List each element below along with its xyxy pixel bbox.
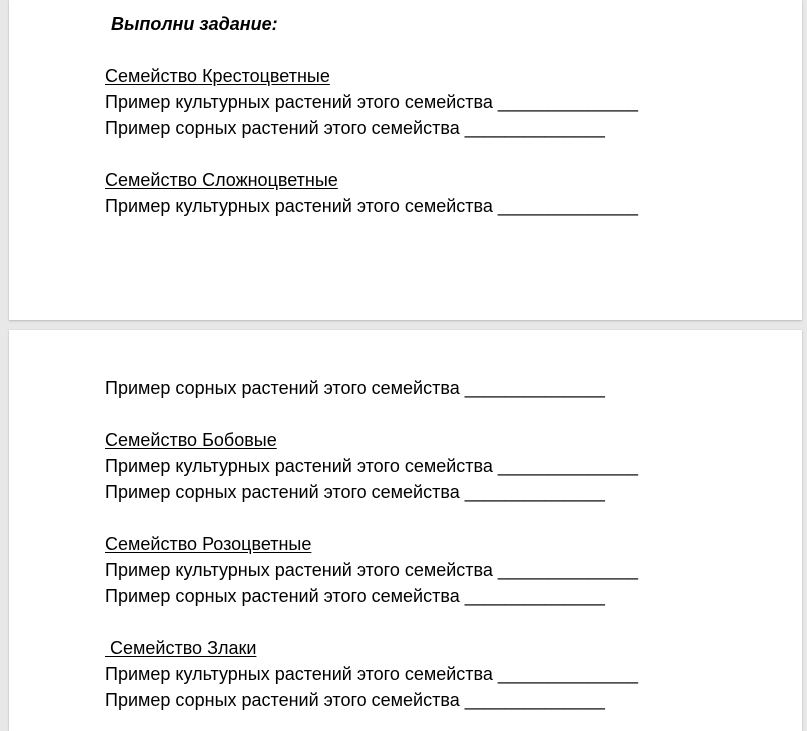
document-page-1 — [9, 0, 802, 320]
cultivated-plants-line: Пример культурных растений этого семейства ______________ — [105, 456, 639, 476]
family-heading-rosaceae: Семейство Розоцветные — [105, 534, 312, 554]
task-title: Выполни задание: — [111, 14, 278, 34]
weed-plants-line: Пример сорных растений этого семейства ______________ — [105, 690, 605, 710]
cultivated-plants-line: Пример культурных растений этого семейства ______________ — [105, 664, 639, 684]
document-page-2 — [9, 330, 802, 731]
weed-plants-line: Пример сорных растений этого семейства ______________ — [105, 482, 605, 502]
weed-plants-line: Пример сорных растений этого семейства ______________ — [105, 378, 605, 398]
family-heading-grasses: Семейство Злаки — [105, 638, 257, 658]
cultivated-plants-line: Пример культурных растений этого семейства ______________ — [105, 92, 639, 112]
family-heading-cruciferae: Семейство Крестоцветные — [105, 66, 330, 86]
cultivated-plants-line: Пример культурных растений этого семейства ______________ — [105, 196, 639, 216]
family-heading-compositae: Семейство Сложноцветные — [105, 170, 338, 190]
weed-plants-line: Пример сорных растений этого семейства ______________ — [105, 118, 605, 138]
weed-plants-line: Пример сорных растений этого семейства ______________ — [105, 586, 605, 606]
family-heading-legumes: Семейство Бобовые — [105, 430, 277, 450]
cultivated-plants-line: Пример культурных растений этого семейства ______________ — [105, 560, 639, 580]
